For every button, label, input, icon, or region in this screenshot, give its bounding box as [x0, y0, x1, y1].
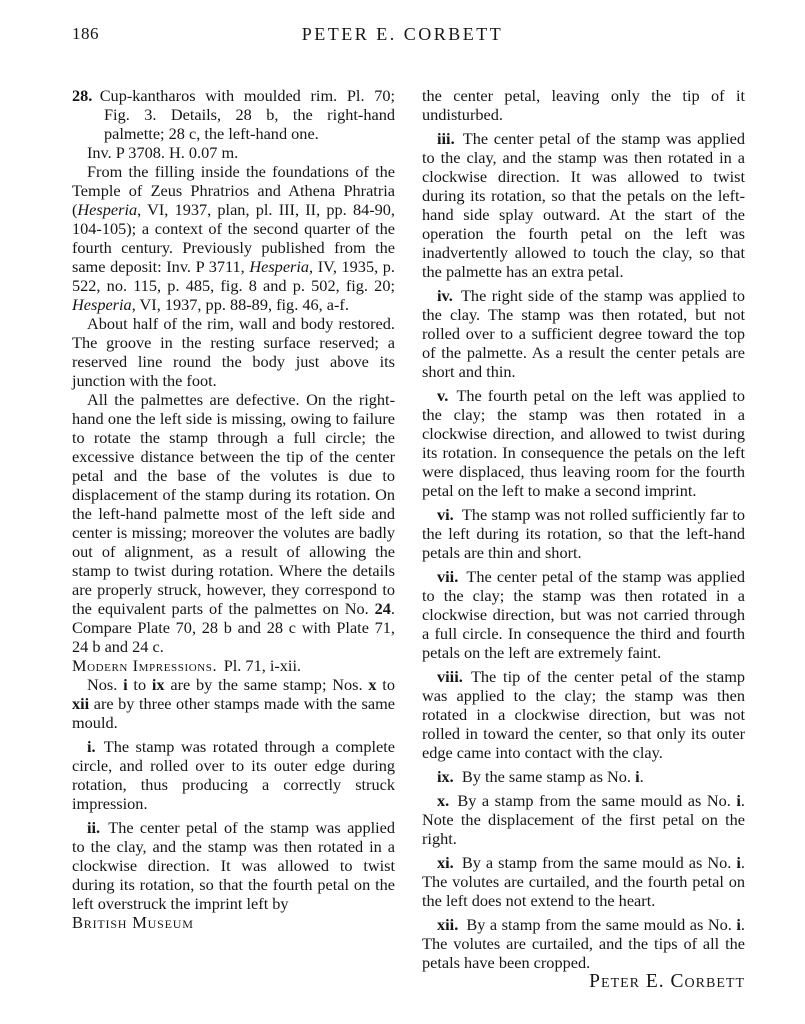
institution-line: British Museum	[72, 913, 194, 932]
palmettes-paragraph	[72, 390, 395, 656]
impression-item-i	[72, 737, 395, 813]
item-text: The center petal of the stamp was applied to the clay, and the stamp was then rotated in a clockwise direction. It was allowed to twist during its rotation, so that the fourth petal on the left overstruck the imprint left by	[72, 818, 395, 913]
impression-ref-bold: i	[736, 915, 741, 934]
heading-plate-ref: Pl. 71, i-xii.	[223, 656, 302, 675]
inventory-line: Inv. P 3708. H. 0.07 m.	[87, 143, 239, 162]
text-segment: are by three other stamps made with the same mould.	[72, 694, 395, 732]
impression-ref-bold: xii	[72, 694, 90, 713]
item-text: . The volutes are curtailed, and the tips of all the petals have been cropped.	[422, 915, 745, 972]
impression-item-ix	[422, 767, 745, 786]
item-text: .	[639, 767, 644, 786]
item-text: By the same stamp as No.	[461, 767, 636, 786]
impression-ref-bold: i	[736, 791, 741, 810]
provenance-paragraph	[72, 162, 395, 314]
heading-smallcaps: Modern Impressions.	[72, 656, 218, 675]
entry-text: Cup-kantharos with moulded rim. Pl. 70; Fig. 3. Details, 28 b, the right-hand palmette; 28 c, the left-hand one.	[99, 86, 395, 143]
text-segment: , VI, 1937, pp. 88-89, fig. 46, a-f.	[131, 295, 349, 314]
item-text: The right side of the stamp was applied to the clay. The stamp was then rotated, but not rolled over to a sufficient degree toward the top of the palmette. As a result the center petals are short and thin.	[422, 286, 745, 381]
item-text: The center petal of the stamp was applied to the clay, and the stamp was then rotated in a clockwise direction. It was allowed to twist during its rotation, so that the petals on the left-hand side splay outward. At the start of the operation the fourth petal on the left was inadvertently allowed to touch the clay, so that the palmette has an extra petal.	[422, 129, 745, 281]
item-numeral: x.	[437, 791, 450, 810]
impression-item-vii	[422, 567, 745, 662]
text-segment: All the palmettes are defective. On the right-hand one the left side is missing, owing to failure to rotate the stamp through a full circle; the excessive distance between the tip of the center petal and the base of the volutes is due to displacement of the stamp during its rotation. On the left-hand palmette most of the left side and center is missing; moreover the volutes are badly out of alignment, as a result of allowing the stamp to twist during rotation. Where the details are properly struck, however, they correspond to the equivalent parts of the palmettes on No.	[72, 390, 395, 618]
impression-item-iii	[422, 129, 745, 281]
page-header	[0, 0, 805, 70]
item-numeral: i.	[87, 737, 96, 756]
item-numeral: xi.	[437, 853, 454, 872]
text-segment: . Compare Plate 70, 28 b and 28 c with Plate 71, 24 b and 24 c.	[72, 599, 395, 656]
text-segment: Nos.	[87, 675, 124, 694]
item-numeral: vii.	[437, 567, 459, 586]
item-text: . The volutes are curtailed, and the fourth petal on the left does not extend to the heart.	[422, 853, 745, 910]
author-signature: Peter E. Corbett	[589, 971, 745, 992]
impression-item-iv	[422, 286, 745, 381]
item-numeral: viii.	[437, 667, 463, 686]
item-text: By a stamp from the same mould as No.	[461, 853, 737, 872]
impressions-intro-paragraph	[72, 675, 395, 732]
catalog-entry-28	[72, 86, 395, 143]
item-numeral: v.	[437, 386, 449, 405]
text-segment: , IV, 1935, p. 522, no. 115, p. 485, fig. 8 and p. 502, fig. 20;	[72, 257, 395, 295]
impression-item-ii	[72, 818, 395, 913]
impression-item-xi	[422, 853, 745, 910]
text-segment: From the filling inside the foundations of the Temple of Zeus Phratrios and Athena Phratria (	[72, 162, 395, 219]
modern-impressions-heading	[72, 656, 395, 675]
text-segment: are by the same stamp; Nos.	[164, 675, 369, 694]
text-columns	[72, 86, 745, 991]
impression-item-xii	[422, 915, 745, 972]
right-column	[422, 86, 745, 991]
journal-title-italic: Hesperia	[249, 257, 310, 276]
page-number: 186	[72, 24, 99, 43]
item-numeral: ix.	[437, 767, 454, 786]
impression-item-v	[422, 386, 745, 500]
text-segment: to	[127, 675, 152, 694]
impression-item-viii	[422, 667, 745, 762]
text-segment: , VI, 1937, plan, pl. III, II, pp. 84-90, 104-105); a context of the second quarter of the fourth century. Previously published from the same deposit: Inv. P 3711,	[72, 200, 395, 276]
item-numeral: vi.	[437, 505, 454, 524]
item-numeral: iv.	[437, 286, 453, 305]
item-text: The center petal of the stamp was applied to the clay; the stamp was then rotated in a clockwise direction, but was not carried through a full circle. In consequence the third and fourth petals on the left are extremely faint.	[422, 567, 745, 662]
item-text: . Note the displacement of the first petal on the right.	[422, 791, 745, 848]
journal-title-italic: Hesperia	[72, 295, 132, 314]
restoration-paragraph: About half of the rim, wall and body restored. The groove in the resting surface reserved; a reserved line round the body just above its junction with the foot.	[72, 314, 395, 390]
impression-ref-bold: ix	[151, 675, 165, 694]
running-title: PETER E. CORBETT	[301, 24, 504, 44]
item-text: The tip of the center petal of the stamp was applied to the clay; the stamp was then rotated in a clockwise direction, but was not rolled in toward the center, so that only its outer edge came into contact with the clay.	[422, 667, 745, 762]
item-text: By a stamp from the same mould as No.	[466, 915, 737, 934]
catalog-ref-bold: 24	[374, 599, 391, 618]
impression-ref-bold: x	[368, 675, 377, 694]
item-numeral: ii.	[87, 818, 101, 837]
impression-item-x	[422, 791, 745, 848]
entry-number: 28.	[72, 86, 93, 105]
impression-ref-bold: i	[123, 675, 128, 694]
journal-title-italic: Hesperia	[77, 200, 138, 219]
continuation-paragraph: the center petal, leaving only the tip of it undisturbed.	[422, 86, 745, 124]
item-text: The fourth petal on the left was applied to the clay; the stamp was then rotated in a clockwise direction, and allowed to twist during its rotation. In consequence the petals on the left were displaced, thus leaving room for the fourth petal on the left to make a second imprint.	[422, 386, 745, 500]
item-numeral: xii.	[437, 915, 459, 934]
text-segment: to	[376, 675, 395, 694]
item-numeral: iii.	[437, 129, 455, 148]
item-text: The stamp was not rolled sufficiently far to the left during its rotation, so that the left-hand petals are thin and short.	[422, 505, 745, 562]
impression-ref-bold: i	[736, 853, 741, 872]
item-text: By a stamp from the same mould as No.	[457, 791, 737, 810]
left-column	[72, 86, 395, 991]
item-text: The stamp was rotated through a complete circle, and rolled over to its outer edge during rotation, thus producing a correctly struck impression.	[72, 737, 395, 813]
impression-item-vi	[422, 505, 745, 562]
impression-ref-bold: i	[635, 767, 640, 786]
